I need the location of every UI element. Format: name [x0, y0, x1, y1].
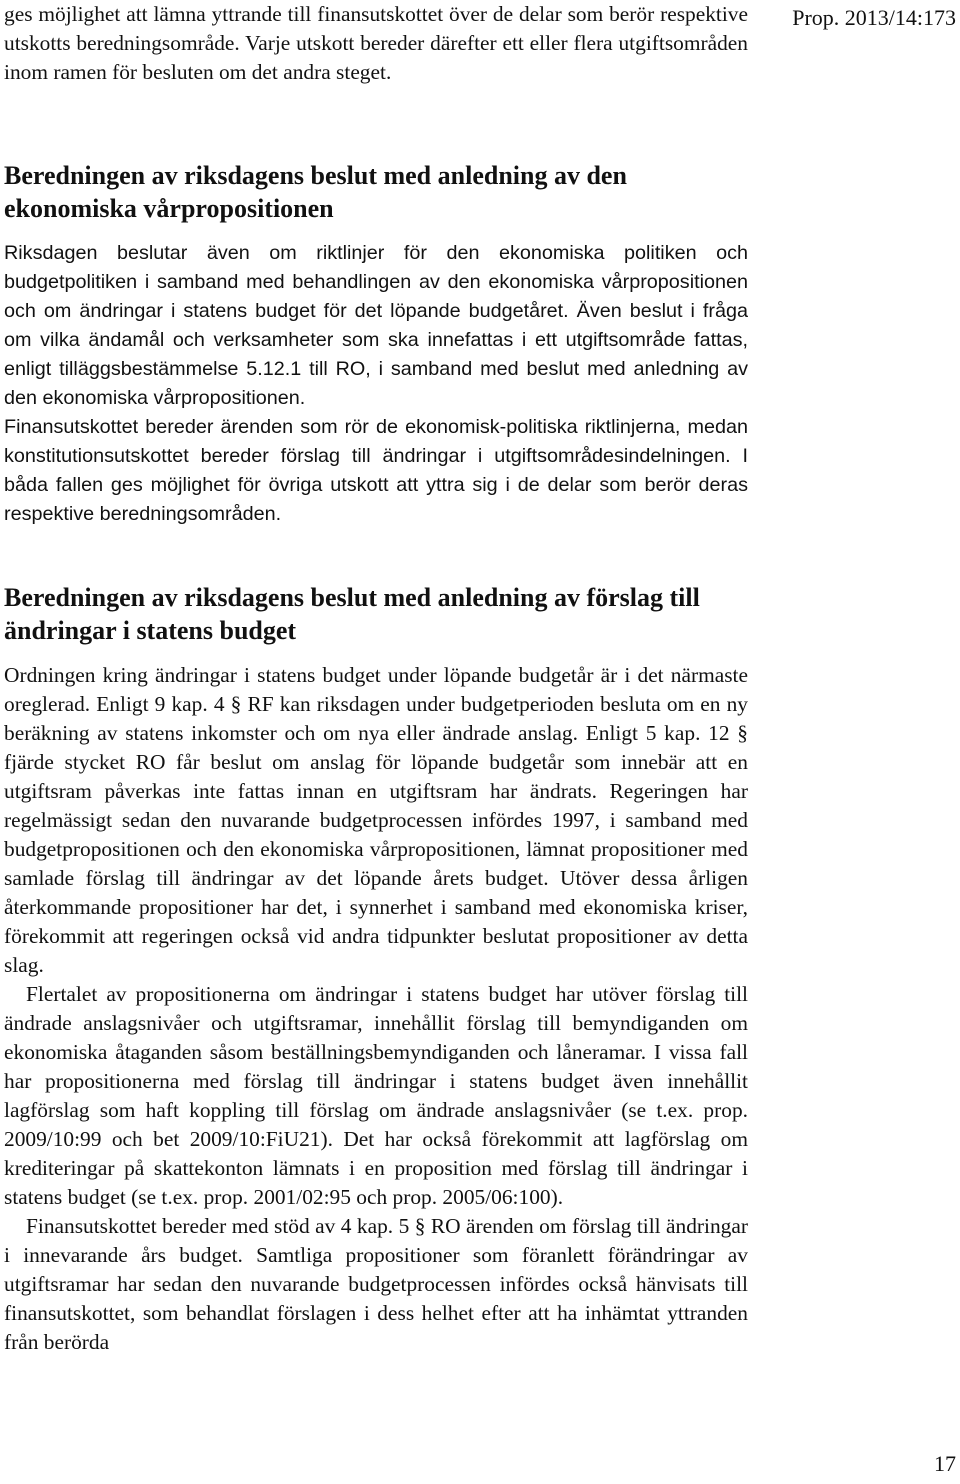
paragraph: Finansutskottet bereder ärenden som rör de ekonomisk-politiska riktlinjerna, medan konstitutionsutskottet bereder förslag till ändringar i utgiftsområdesindelningen. I båda fallen ges möjlighet för övriga utskott att yttra sig i de delar som berör deras respektive beredningsområden. — [4, 416, 748, 525]
section-spring-bill — [4, 159, 748, 529]
paragraph: Riksdagen beslutar även om riktlinjer för den ekonomiska politiken och budgetpolitiken i samband med behandlingen av den ekonomiska vårpropositionen och om ändringar i statens budget för det löpande budgetåret. Även beslut i fråga om vilka ändamål och verksamheter som ska innefattas i ett utgiftsområde fattas, enligt tilläggsbestämmelse 5.12.1 till RO, i samband med beslut med anledning av den ekonomiska vårpropositionen. — [4, 242, 748, 409]
running-header-reference: Prop. 2013/14:173 — [792, 5, 956, 30]
section-budget-amendments — [4, 581, 748, 1357]
paragraph: Ordningen kring ändringar i statens budget under löpande budgetår är i det närmaste oreglerad. Enligt 9 kap. 4 § RF kan riksdagen under budgetperioden besluta om en ny beräkning av statens inkomster och om nya eller ändrade anslag. Enligt 5 kap. 12 § fjärde stycket RO får beslut om anslag för löpande budgetår som innebär att en utgiftsram påverkas inte fattas innan en utgiftsram har ändrats. Regeringen har regelmässigt sedan den nuvarande budgetprocessen infördes 1997, i samband med budgetpropositionen och den ekonomiska vårpropositionen, lämnat propositioner med samlade förslag till ändringar av det löpande årets budget. Utöver dessa årligen återkommande propositioner har det, i synnerhet i samband med ekonomiska kriser, förekommit att regeringen också vid andra tidpunkter beslutat propositioner av detta slag. — [4, 663, 748, 977]
paragraph: Flertalet av propositionerna om ändringar i statens budget har utöver förslag till ändrade anslagsnivåer och utgiftsramar, innehållit förslag till bemyndiganden om ekonomiska åtaganden såsom beställningsbemyndiganden och låneramar. I vissa fall har propositionerna med förslag till ändringar i statens budget även innehållit lagförslag som haft koppling till förslag om ändrade anslagsnivåer (se t.ex. prop. 2009/10:99 och bet 2009/10:FiU21). Det har också förekommit att lagförslag om krediteringar på skattekonton lämnats i en proposition med förslag till ändringar i statens budget (se t.ex. prop. 2001/02:95 och prop. 2005/06:100). — [4, 982, 748, 1209]
section-heading: Beredningen av riksdagens beslut med anledning av förslag till ändringar i statens budget — [4, 583, 700, 645]
page-number: 17 — [934, 1451, 956, 1476]
document-text-column — [4, 0, 748, 1357]
paragraph: Finansutskottet bereder med stöd av 4 kap. 5 § RO ärenden om förslag till ändringar i innevarande års budget. Samtliga propositioner som föranlett förändringar av utgiftsramar har sedan den nuvarande budgetprocessen infördes också hänvisats till finansutskottet, som behandlat förslagen i dess helhet efter att ha inhämtat yttranden från berörda — [4, 1214, 748, 1354]
section-heading: Beredningen av riksdagens beslut med anledning av den ekonomiska vårpropositionen — [4, 161, 627, 223]
opening-paragraph: ges möjlighet att lämna yttrande till finansutskottet över de delar som berör respektive utskotts beredningsområde. Varje utskott bereder därefter ett eller flera utgiftsområden inom ramen för besluten om det andra steget. — [4, 2, 748, 84]
